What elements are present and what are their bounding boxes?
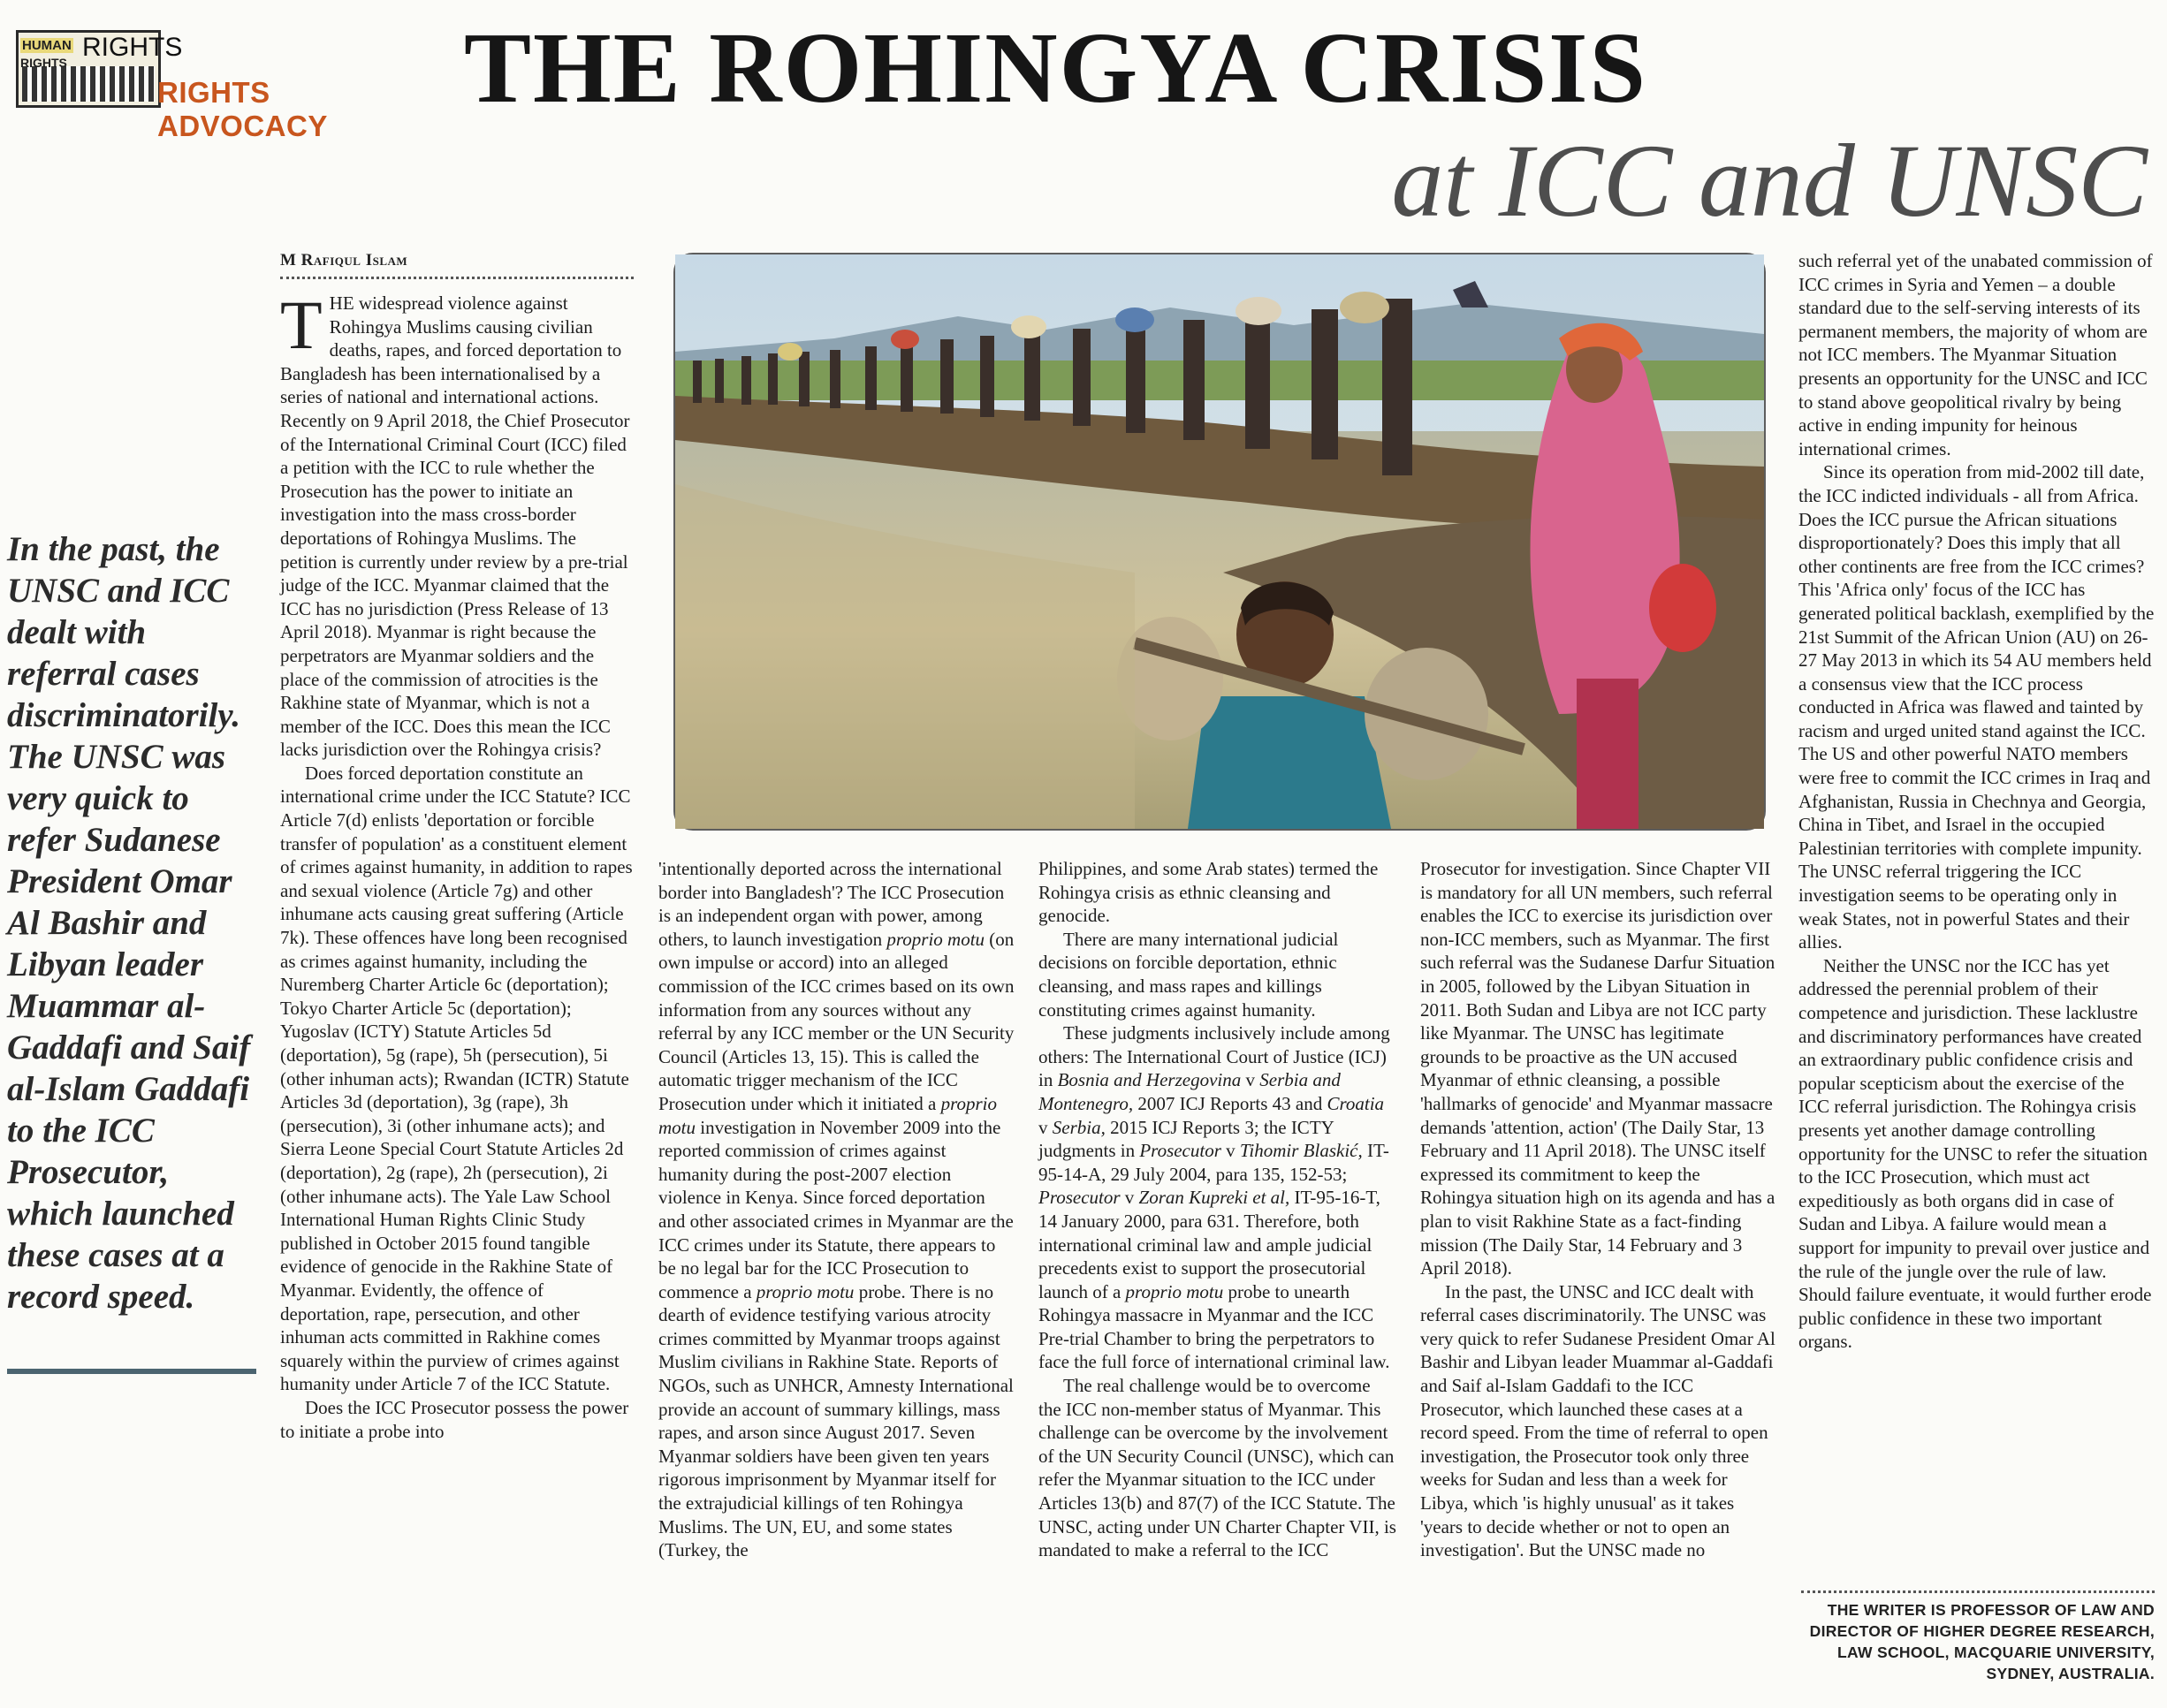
paragraph: Does the ICC Prosecutor possess the power to initiate a probe into xyxy=(280,1396,629,1442)
paragraph-text: 2015 ICJ Reports 3; the ICTY judgments in xyxy=(1038,1116,1334,1162)
paragraph-text: These judgments inclusively include among others: The International Court of Justice (ICJ) in xyxy=(1038,1022,1390,1091)
paragraph-text: probe. There is no dearth of evidence testifying various atrocity crimes committed by Myanmar troops against Muslim civilians in Rakhine State. Reports of NGOs, such as UNHCR, Amnesty International provide an account of summary killings, mass rapes, and arson since August 2017. Seven Myanmar soldiers have been given ten years rigorous imprisonment by Myanmar itself for the extrajudicial killings of ten Rohingya Muslims. The UN, EU, and some states (Turkey, the xyxy=(658,1280,1014,1561)
writer-note-rule xyxy=(1801,1590,2155,1593)
logo-word-human: HUMAN xyxy=(22,38,72,53)
pull-quote: In the past, the UNSC and ICC dealt with referral cases discriminatorily. The UNSC was very quick to refer Sudanese President Omar Al Bashir and Libyan leader Muammar al-Gaddafi and Saif al-Islam Gaddafi to the ICC Prosecutor, which launched these cases at a record speed. xyxy=(7,530,251,1316)
paragraph-text: IT-95-14-A, 29 July 2004, para 135, 152-53; xyxy=(1038,1140,1389,1185)
logo-crowd-image xyxy=(16,30,183,108)
italic-term: proprio motu xyxy=(1125,1280,1224,1302)
paragraph-text: v xyxy=(1220,1140,1240,1162)
byline xyxy=(280,251,634,270)
italic-term: proprio motu xyxy=(886,928,985,950)
byline-text: M Rafiqul Islam xyxy=(280,251,408,269)
italic-term: Prosecutor xyxy=(1038,1187,1121,1209)
article-column-5 xyxy=(1798,249,2156,1354)
section-logo xyxy=(16,30,398,142)
italic-term: Zoran Kupreki et al, xyxy=(1138,1187,1290,1209)
paragraph-text: 'intentionally deported across the international border into Bangladesh'? The ICC Prosecution is an independent organ with power, among others, to launch investigation xyxy=(658,858,1005,950)
paragraph xyxy=(1038,1021,1396,1374)
paragraph-text: HE widespread violence against Rohingya Muslims causing civilian deaths, rapes, and forced deportation to Bangladesh has been internationalised by a series of national and international actions. Recently on 9 April 2018, the Chief Prosecutor of the International Criminal Court (ICC) filed a petition with the ICC to rule whether the Prosecution has the power to initiate an investigation into the mass cross-border deportations of Rohingya Muslims. The petition is currently under review by a pre-trial judge of the ICC. Myanmar claimed that the ICC has no jurisdiction (Press Release of 13 April 2018). Myanmar is right because the perpetrators are Myanmar soldiers and the place of the commission of atrocities is the Rakhine state of Myanmar, which is not a member of the ICC. Does this mean the ICC lacks jurisdiction over the Rohingya crisis? xyxy=(280,292,630,761)
refugees-photo xyxy=(673,253,1766,831)
drop-cap: T xyxy=(280,286,323,363)
paragraph-text: v xyxy=(1038,1116,1053,1138)
italic-term: proprio motu xyxy=(658,1092,997,1138)
paragraph: The real challenge would be to overcome the ICC non-member status of Myanmar. This challenge can be overcome by the involvement of the UN Security Council (UNSC), which can refer the Myanmar situation to the ICC under Articles 13(b) and 87(7) of the ICC Statute. The UNSC, acting under UN Charter Chapter VII, is mandated to make a referral to the ICC xyxy=(1038,1375,1396,1561)
italic-term: proprio motu xyxy=(756,1280,855,1302)
paragraph-text: IT-95-16-T, 14 January 2000, para 631. Therefore, both international criminal law and ample judicial precedents exist to support the prosecutorial launch of a xyxy=(1038,1187,1380,1302)
paragraph xyxy=(658,857,1016,1562)
paragraph-text: investigation in November 2009 into the reported commission of crimes against humanity during the post-2007 election violence in Kenya. Since forced deportation and other associated crimes in Myanmar are the ICC crimes under its Statute, there appears to be no legal bar for the ICC Prosecution to commence a xyxy=(658,1116,1014,1302)
paragraph: Neither the UNSC nor the ICC has yet addressed the perennial problem of their competence and jurisdiction. These lacklustre and discriminatory performances have created an extraordinary public confidence crisis and popular scepticism about the exercise of the ICC referral jurisdiction. The Rohingya crisis presents yet another damage controlling opportunity for the UNSC to refer the situation to the ICC Prosecution, which must act expeditiously as both organs did in case of Sudan and Libya. A failure would mean a support for impunity to prevail over justice and the rule of the jungle over the rule of law. Should failure eventuate, it would further erode public confidence in these two important organs. xyxy=(1798,954,2152,1353)
italic-term: Prosecutor xyxy=(1139,1140,1221,1162)
pull-quote-rule xyxy=(7,1369,256,1374)
logo-word-rights: RIGHTS xyxy=(82,33,183,62)
paragraph-text: (on own impulse or accord) into an alleged commission of the ICC crimes based on its own information from any sources without any referral by any ICC member or the UN Security Council (Articles 13, 15). This is called the automatic trigger mechanism of the ICC Prosecution under which it initiated a xyxy=(658,928,1015,1114)
paragraph xyxy=(280,286,636,762)
italic-term: Serbia, xyxy=(1052,1116,1106,1138)
italic-term: Bosnia and Herzegovina xyxy=(1057,1069,1242,1091)
paragraph: Since its operation from mid-2002 till date, the ICC indicted individuals - all from Africa. Does the ICC pursue the African situations disproportionately? Does this imply that all other continents are free from the ICC crimes? This 'Africa only' focus of the ICC has generated political backlash, exemplified by the 21st Summit of the African Union (AU) on 26-27 May 2013 in which its 54 AU members held a consensus view that the ICC process conducted in Africa was flawed and tainted by racism and urged united stand against the ICC. The US and other powerful NATO members were free to commit the ICC crimes in Iraq and Afghanistan, Russia in Chechnya and Georgia, China in Tibet, and Israel in the occupied Palestinian territories with complete impunity. The UNSC referral triggering the ICC investigation seems to be operating only in weak States, not in powerful States and their allies. xyxy=(1798,461,2155,953)
paragraph: Does forced deportation constitute an international crime under the ICC Statute? ICC Article 7(d) enlists 'deportation or forcible transfer of population' as a constituent element of crimes against humanity, in addition to rapes and sexual violence (Article 7g) and other inhumane acts causing great suffering (Article 7k). These offences have long been recognised as crimes against humanity, including the Nuremberg Charter Article 6c (deportation); Tokyo Charter Article 5c (deportation); Yugoslav (ICTY) Statute Articles 5d (deportation), 5g (rape), 5h (persecution), 5i (other inhuman acts); Rwandan (ICTR) Statute Articles 3d (deportation), 3g (rape), 3h (persecution), 3i (other inhumane acts); and Sierra Leone Special Court Statute Articles 2d (deportation), 2g (rape), 2h (persecution), 2i (other inhumane acts). The Yale Law School International Human Rights Clinic Study published in October 2015 found tangible evidence of genocide in the Rakhine State of Myanmar. Evidently, the offence of deportation, rape, persecution, and other inhuman acts committed in Rakhine comes squarely within the purview of crimes against humanity under Article 7 of the ICC Statute. xyxy=(280,762,633,1395)
paragraph: Philippines, and some Arab states) termed the Rohingya crisis as ethnic cleansing and genocide. xyxy=(1038,858,1379,927)
article-column-1 xyxy=(280,286,636,1443)
italic-term: Tihomir Blaskić, xyxy=(1239,1140,1363,1162)
paragraph: There are many international judicial decisions on forcible deportation, ethnic cleansing, and mass rapes and killings constituting crimes against humanity. xyxy=(1038,928,1339,1021)
logo-word-rights-small: RIGHTS xyxy=(20,56,67,70)
article-column-2 xyxy=(658,857,1016,1562)
italic-term: Serbia and Montenegro, xyxy=(1038,1069,1341,1114)
section-label: RIGHTS ADVOCACY xyxy=(157,76,328,142)
paragraph-text: v xyxy=(1120,1187,1139,1209)
paragraph-text: probe to unearth Rohingya massacre in Myanmar and the ICC Pre-trial Chamber to bring the perpetrators to face the full force of international criminal law. xyxy=(1038,1280,1390,1373)
paragraph: Prosecutor for investigation. Since Chapter VII is mandatory for all UN members, such referral enables the ICC to exercise its jurisdiction over non-ICC members, such as Myanmar. The first such referral was the Sudanese Darfur Situation in 2005, followed by the Libyan Situation in 2011. Both Sudan and Libya are not ICC party like Myanmar. The UNSC has legitimate grounds to be proactive as the UN accused Myanmar of ethnic cleansing, a possible 'hallmarks of genocide' and Myanmar massacre demands 'attention, action' (The Daily Star, 13 February and 11 April 2018). The UNSC itself expressed its commitment to keep the Rohingya situation high on its agenda and has a plan to visit Rakhine State as a fact-finding mission (The Daily Star, 14 February and 3 April 2018). xyxy=(1420,858,1775,1279)
article-column-3 xyxy=(1038,857,1396,1562)
writer-note: THE WRITER IS PROFESSOR OF LAW AND DIRECTOR OF HIGHER DEGREE RESEARCH, LAW SCHOOL, MACQUARIE UNIVERSITY, SYDNEY, AUSTRALIA. xyxy=(1809,1601,2155,1682)
paragraph: In the past, the UNSC and ICC dealt with referral cases discriminatorily. The UNSC was very quick to refer Sudanese President Omar Al Bashir and Libyan leader Muammar al-Gaddafi and Saif al-Islam Gaddafi to the ICC Prosecutor, which launched these cases at a record speed. From the time of referral to open investigation, the Prosecutor took only three weeks for Sudan and less than a week for Libya, which 'is highly unusual' as it takes 'years to decide whether or not to open an investigation'. But the UNSC made no xyxy=(1420,1280,1775,1561)
paragraph-text: 2007 ICJ Reports 43 and xyxy=(1133,1092,1327,1114)
headline: THE ROHINGYA CRISIS xyxy=(464,11,1647,124)
italic-term: Croatia xyxy=(1327,1092,1385,1114)
byline-rule xyxy=(280,277,634,279)
crowd-silhouette xyxy=(22,66,155,102)
subheadline: at ICC and UNSC xyxy=(1391,123,2148,239)
article-column-4 xyxy=(1420,857,1776,1562)
refugees-photo-illustration xyxy=(675,254,1764,829)
paragraph-text: v xyxy=(1241,1069,1260,1091)
paragraph: such referral yet of the unabated commission of ICC crimes in Syria and Yemen – a double standard due to the self-serving interests of its permanent members, the majority of whom are not ICC members. The Myanmar Situation presents an opportunity for the UNSC and ICC to stand above geopolitical rivalry by being active in ending impunity for heinous international crimes. xyxy=(1798,250,2153,459)
